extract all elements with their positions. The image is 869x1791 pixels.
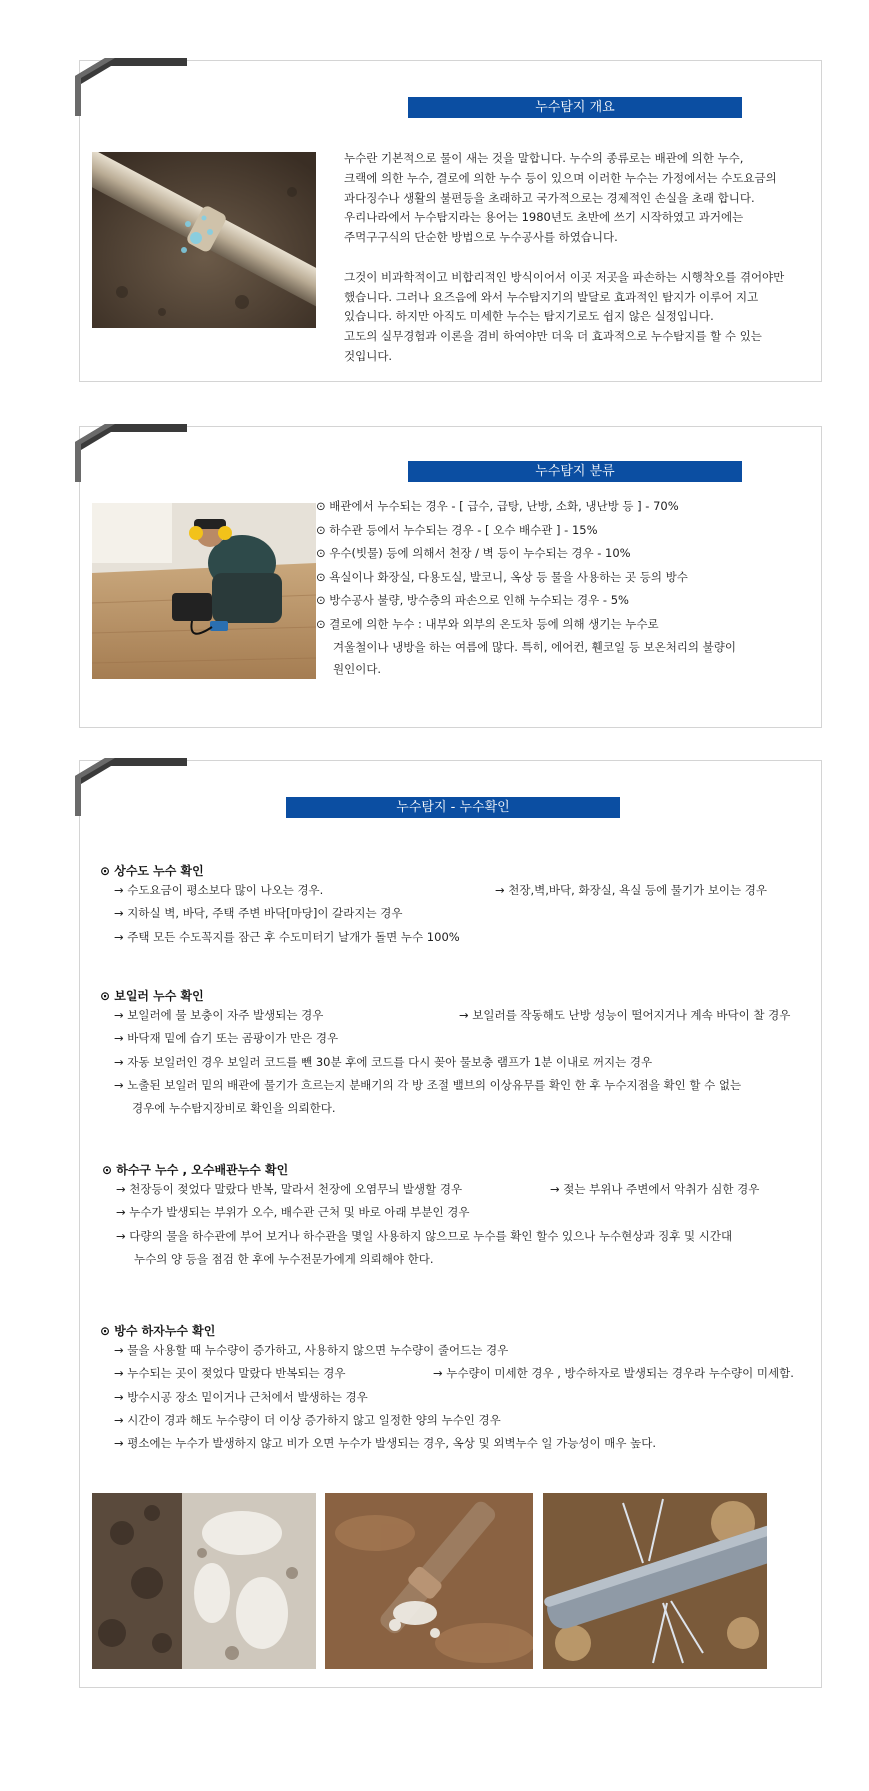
group-heading-sewer: ⊙ 하수구 누수 , 오수배관누수 확인 xyxy=(102,1163,289,1177)
section-overview xyxy=(79,60,822,382)
list-item: → 주택 모든 수도꼭지를 잠근 후 수도미터기 날개가 돌면 누수 100% xyxy=(114,929,460,944)
section-title: 누수탐지 분류 xyxy=(408,461,742,482)
list-row xyxy=(114,1432,814,1455)
group-heading-waterproofing: ⊙ 방수 하자누수 확인 xyxy=(100,1324,216,1338)
list-item: → 방수시공 장소 밑이거나 근처에서 발생하는 경우 xyxy=(114,1389,368,1404)
group-list-waterproofing xyxy=(114,1339,814,1455)
group-list-boiler xyxy=(114,1004,814,1120)
list-row xyxy=(114,1074,814,1097)
text-line: 했습니다. 그러나 요즈음에 와서 누수탐지기의 발달로 효과적인 탐지가 이루어 지고 xyxy=(344,289,759,304)
list-item-right: → 누수량이 미세한 경우 , 방수하자로 발생되는 경우라 누수량이 미세함. xyxy=(433,1366,794,1381)
list-row xyxy=(114,1386,814,1409)
list-item-continuation: 겨울철이나 냉방을 하는 여름에 많다. 특히, 에어컨, 휀코일 등 보온처리의 불량이 xyxy=(333,640,737,654)
list-item: → 시간이 경과 해도 누수량이 더 이상 증가하지 않고 일정한 양의 누수인 경우 xyxy=(114,1412,501,1427)
section-leak-check xyxy=(79,760,822,1688)
text-line: 것입니다. xyxy=(344,348,393,363)
list-item: 누수의 양 등을 점검 한 후에 누수전문가에게 의뢰해야 한다. xyxy=(134,1251,434,1266)
list-row xyxy=(116,1178,816,1201)
group-list-sewer xyxy=(116,1178,816,1271)
text-line: 그것이 비과학적이고 비합리적인 방식이어서 이곳 저곳을 파손하는 시행착오를 겪어야만 xyxy=(344,269,785,284)
list-item-continuation: 원인이다. xyxy=(333,662,382,676)
list-item: → 다량의 물을 하수관에 부어 보거나 하수관을 몇일 사용하지 않으므로 누수를 확인 할수 있으나 누수현상과 징후 및 시간대 xyxy=(116,1228,733,1243)
list-item: → 자동 보일러인 경우 보일러 코드를 뺀 30분 후에 코드를 다시 꽂아 물보충 램프가 1분 이내로 꺼지는 경우 xyxy=(114,1054,653,1069)
list-row xyxy=(114,1362,814,1385)
group-heading-boiler: ⊙ 보일러 누수 확인 xyxy=(100,989,204,1003)
list-row xyxy=(116,1248,816,1271)
leaking-pipe-photo xyxy=(92,152,316,328)
list-item: 경우에 누수탐지장비로 확인을 의뢰한다. xyxy=(132,1101,336,1116)
list-item: ⊙ 방수공사 불량, 방수층의 파손으로 인해 누수되는 경우 - 5% xyxy=(316,593,629,607)
list-item: → 천장등이 젖었다 말랐다 반복, 말라서 천장에 오염무늬 발생할 경우 xyxy=(116,1182,463,1196)
list-item: ⊙ 결로에 의한 누수 : 내부와 외부의 온도차 등에 의해 생기는 누수로 xyxy=(316,616,659,631)
list-row xyxy=(114,879,814,902)
overview-text xyxy=(344,149,784,367)
list-row xyxy=(114,1409,814,1432)
list-item-right: → 천장,벽,바닥, 화장실, 욕실 등에 물기가 보이는 경우 xyxy=(495,883,768,897)
list-item: → 평소에는 누수가 발생하지 않고 비가 오면 누수가 발생되는 경우, 옥상 및 외벽누수 일 가능성이 매우 높다. xyxy=(114,1436,657,1451)
text-line: 고도의 실무경험과 이론을 겸비 하여야만 더욱 더 효과적으로 누수탐지를 할 수 있는 xyxy=(344,329,762,344)
text-line: 우리나라에서 누수탐지라는 용어는 1980년도 초반에 쓰기 시작하였고 과거에는 xyxy=(344,210,744,225)
corner-ribbon-icon xyxy=(75,758,187,818)
list-row xyxy=(114,926,814,949)
list-item: ⊙ 우수(빗물) 등에 의해서 천장 / 벽 등이 누수되는 경우 - 10% xyxy=(316,546,631,560)
list-row xyxy=(114,1051,814,1074)
list-row xyxy=(114,1004,814,1027)
list-item: ⊙ 욕실이나 화장실, 다용도실, 발코니, 옥상 등 물을 사용하는 곳 등의 방수 xyxy=(316,569,688,584)
list-item: → 지하실 벽, 바닥, 주택 주변 바닥[마당]이 갈라지는 경우 xyxy=(114,906,403,921)
list-item-right: → 보일러를 작동해도 난방 성능이 떨어지거나 계속 바닥이 찰 경우 xyxy=(459,1008,791,1022)
list-item: ⊙ 배관에서 누수되는 경우 - [ 급수, 급탕, 난방, 소화, 냉난방 등 ] - 70% xyxy=(316,499,679,513)
section-classification xyxy=(79,426,822,728)
section-title: 누수탐지 - 누수확인 xyxy=(286,797,620,818)
list-row xyxy=(114,1097,814,1120)
list-item: → 노출된 보일러 밑의 배관에 물기가 흐르는지 분배기의 각 방 조절 밸브의 이상유무를 확인 한 후 누수지점을 확인 할 수 없는 xyxy=(114,1077,742,1092)
list-item: ⊙ 하수관 등에서 누수되는 경우 - [ 오수 배수관 ] - 15% xyxy=(316,522,598,537)
text-line: 과다징수나 생활의 불편등을 초래하고 국가적으로는 경제적인 손실을 초래 합니다. xyxy=(344,190,755,205)
list-row xyxy=(114,902,814,925)
list-item: → 누수되는 곳이 젖었다 말랐다 반복되는 경우 xyxy=(114,1366,346,1381)
classification-list xyxy=(316,495,736,680)
corner-ribbon-icon xyxy=(75,424,187,484)
text-line: 누수란 기본적으로 물이 새는 것을 말합니다. 누수의 종류로는 배관에 의한 누수, xyxy=(344,151,744,165)
spraying-pipe-photo xyxy=(543,1493,767,1669)
list-row xyxy=(114,1339,814,1362)
group-list-water-supply xyxy=(114,879,814,949)
technician-photo xyxy=(92,503,316,679)
list-item: → 물을 사용할 때 누수량이 증가하고, 사용하지 않으면 누수량이 줄어드는 경우 xyxy=(114,1343,509,1357)
text-line: 주먹구구식의 단순한 방법으로 누수공사를 하였습니다. xyxy=(344,230,618,245)
list-item-right: → 젖는 부위나 주변에서 악취가 심한 경우 xyxy=(550,1182,760,1196)
list-row xyxy=(114,1027,814,1050)
section-title: 누수탐지 개요 xyxy=(408,97,742,118)
mold-wall-photo xyxy=(92,1493,316,1669)
text-line: 크랙에 의한 누수, 결로에 의한 누수 등이 있으며 이러한 누수는 가정에서는 수도요금의 xyxy=(344,170,777,185)
corner-ribbon-icon xyxy=(75,58,187,118)
list-item: → 수도요금이 평소보다 많이 나오는 경우. xyxy=(114,883,324,897)
burst-pipe-photo xyxy=(325,1493,533,1669)
list-row xyxy=(116,1225,816,1248)
list-item: → 바닥재 밑에 습기 또는 곰팡이가 만은 경우 xyxy=(114,1031,339,1046)
group-heading-water-supply: ⊙ 상수도 누수 확인 xyxy=(100,864,204,878)
text-line: 있습니다. 하지만 아직도 미세한 누수는 탐지기로도 쉽지 않은 실정입니다. xyxy=(344,309,714,324)
list-row xyxy=(116,1201,816,1224)
list-item: → 보일러에 물 보충이 자주 발생되는 경우 xyxy=(114,1008,324,1022)
list-item: → 누수가 발생되는 부위가 오수, 배수관 근처 및 바로 아래 부분인 경우 xyxy=(116,1205,470,1220)
